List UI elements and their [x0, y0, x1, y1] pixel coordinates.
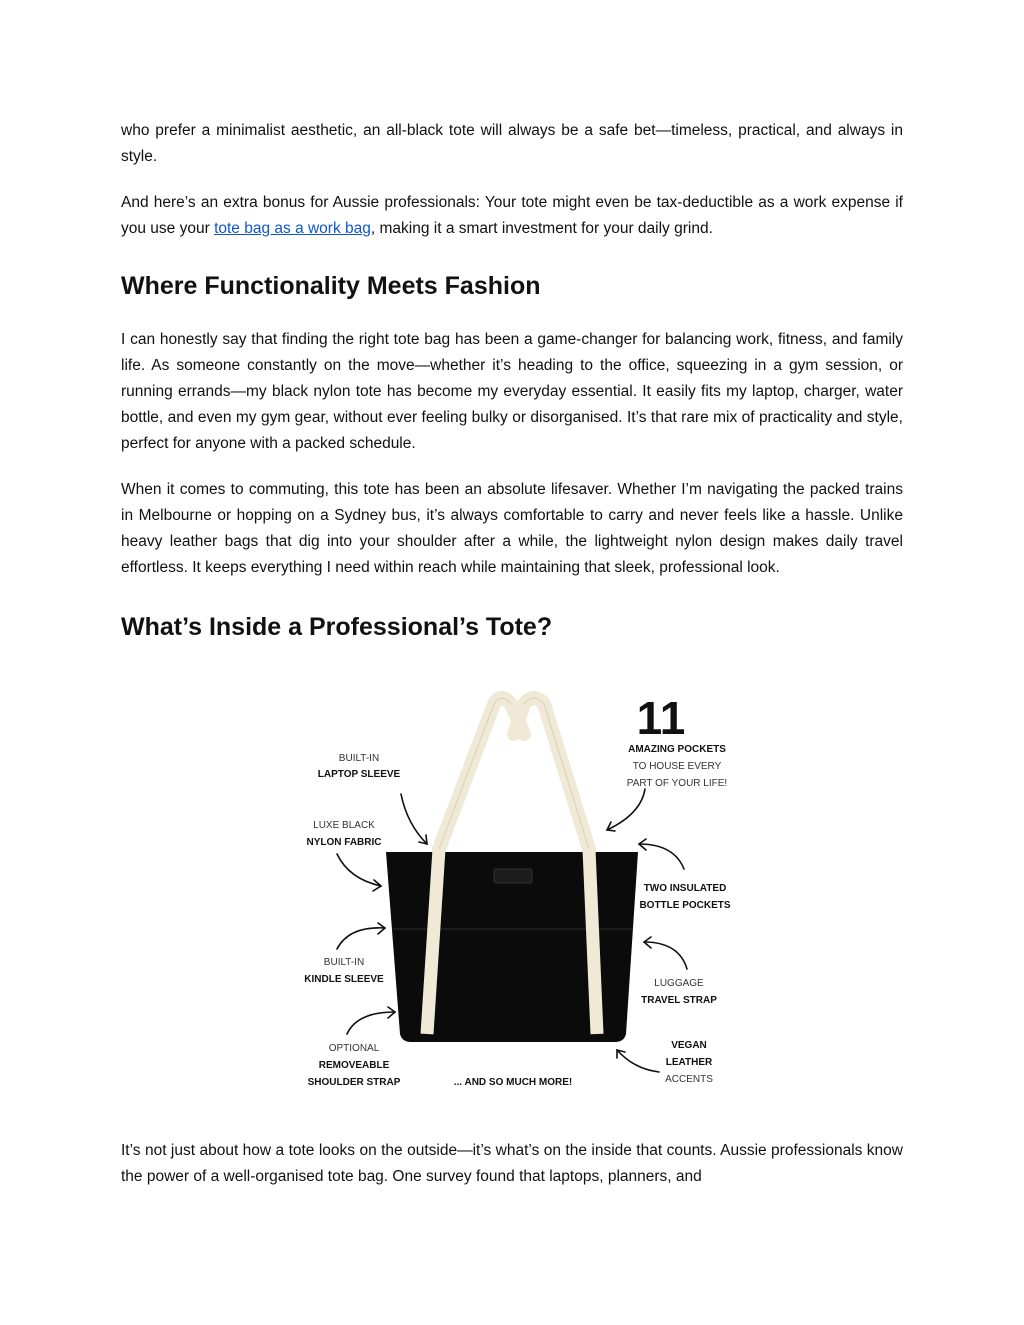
- luggage-label-line1: LUGGAGE: [654, 978, 704, 989]
- nylon-label-line2: NYLON FABRIC: [306, 837, 382, 848]
- paragraph-inside-counts: It’s not just about how a tote looks on the outside—it’s what’s on the inside that counts. Aussie professionals know the power of a well-organised tote bag. One survey found that laptops, planners, and: [121, 1142, 903, 1185]
- paragraph-commuting: When it comes to commuting, this tote has been an absolute lifesaver. Whether I’m navigating the packed trains in Melbourne or hopping on a Sydney bus, it’s always comfortable to carry and never feels like a hassle. Unlike heavy leather bags that dig into your shoulder after a while, the lightweight nylon design makes daily travel effortless. It keeps everything I need within reach while maintaining that sleek, professional look.: [121, 481, 903, 576]
- paragraph-minimalist: who prefer a minimalist aesthetic, an all-black tote will always be a safe bet—timeless, practical, and always in style.: [121, 122, 903, 165]
- strap-label-line1: OPTIONAL: [328, 1043, 380, 1054]
- paragraph-tax-bonus-start: And here’s an extra bonus for Aussie professionals: Your tote might even be tax-deductible as a work expense if you use your: [121, 194, 903, 237]
- laptop-label-line2: LAPTOP SLEEVE: [317, 769, 401, 780]
- paragraph-tax-bonus-end: , making it a smart investment for your daily grind.: [370, 220, 713, 237]
- bottle-label-line2: BOTTLE POCKETS: [639, 900, 731, 911]
- heading-functionality-meets-fashion: Where Functionality Meets Fashion: [121, 272, 541, 300]
- right-strap-front: [589, 849, 597, 1034]
- pockets-arrow-icon: [607, 789, 645, 830]
- laptop-label-line1: BUILT-IN: [338, 753, 380, 764]
- vegan-label-line3: ACCENTS: [665, 1074, 713, 1085]
- tote-infographic: [289, 664, 735, 1104]
- kindle-label-line1: BUILT-IN: [323, 957, 365, 968]
- bottle-arrow-icon: [639, 844, 684, 869]
- laptop-arrow-icon: [401, 794, 427, 844]
- luggage-arrow-icon: [644, 942, 687, 969]
- pocket-count: 11: [636, 692, 686, 744]
- kindle-label-line2: KINDLE SLEEVE: [304, 974, 384, 985]
- strap-label-line2: REMOVEABLE: [318, 1060, 390, 1071]
- heading-whats-inside: What’s Inside a Professional’s Tote?: [121, 613, 553, 641]
- kindle-arrow-icon: [337, 928, 385, 949]
- pockets-label-line1: AMAZING POCKETS: [628, 744, 726, 755]
- bag-logo-patch: [494, 869, 532, 883]
- luggage-label-line2: TRAVEL STRAP: [641, 995, 717, 1006]
- nylon-label-line1: LUXE BLACK: [313, 820, 375, 831]
- pockets-label-line3: PART OF YOUR LIFE!: [626, 778, 728, 789]
- tote-infographic-wrap: [121, 664, 903, 1104]
- pockets-label-line2: TO HOUSE EVERY: [632, 761, 722, 772]
- vegan-label-line1: VEGAN: [671, 1040, 707, 1051]
- strap-arrow-icon: [347, 1012, 395, 1034]
- tote-bag-illustration: [289, 664, 735, 1104]
- vegan-label-line2: LEATHER: [665, 1057, 713, 1068]
- work-bag-link[interactable]: tote bag as a work bag: [214, 220, 371, 237]
- paragraph-game-changer: I can honestly say that finding the right tote bag has been a game-changer for balancing work, fitness, and family life. As someone constantly on the move—whether it’s heading to the office, squeezing in a gym session, or running errands—my black nylon tote has become my everyday essential. It easily fits my laptop, charger, water bottle, and even my gym gear, without ever feeling bulky or disorganised. It’s that rare mix of practicality and style, perfect for anyone with a packed schedule.: [121, 331, 903, 452]
- paragraph-tax-bonus: [121, 190, 903, 242]
- strap-label-line3: SHOULDER STRAP: [307, 1077, 401, 1088]
- bottle-label-line1: TWO INSULATED: [643, 883, 727, 894]
- more-label: ... AND SO MUCH MORE!: [453, 1077, 573, 1088]
- document-page: [121, 118, 903, 1190]
- right-strap-back: [514, 698, 589, 849]
- vegan-arrow-icon: [617, 1050, 659, 1072]
